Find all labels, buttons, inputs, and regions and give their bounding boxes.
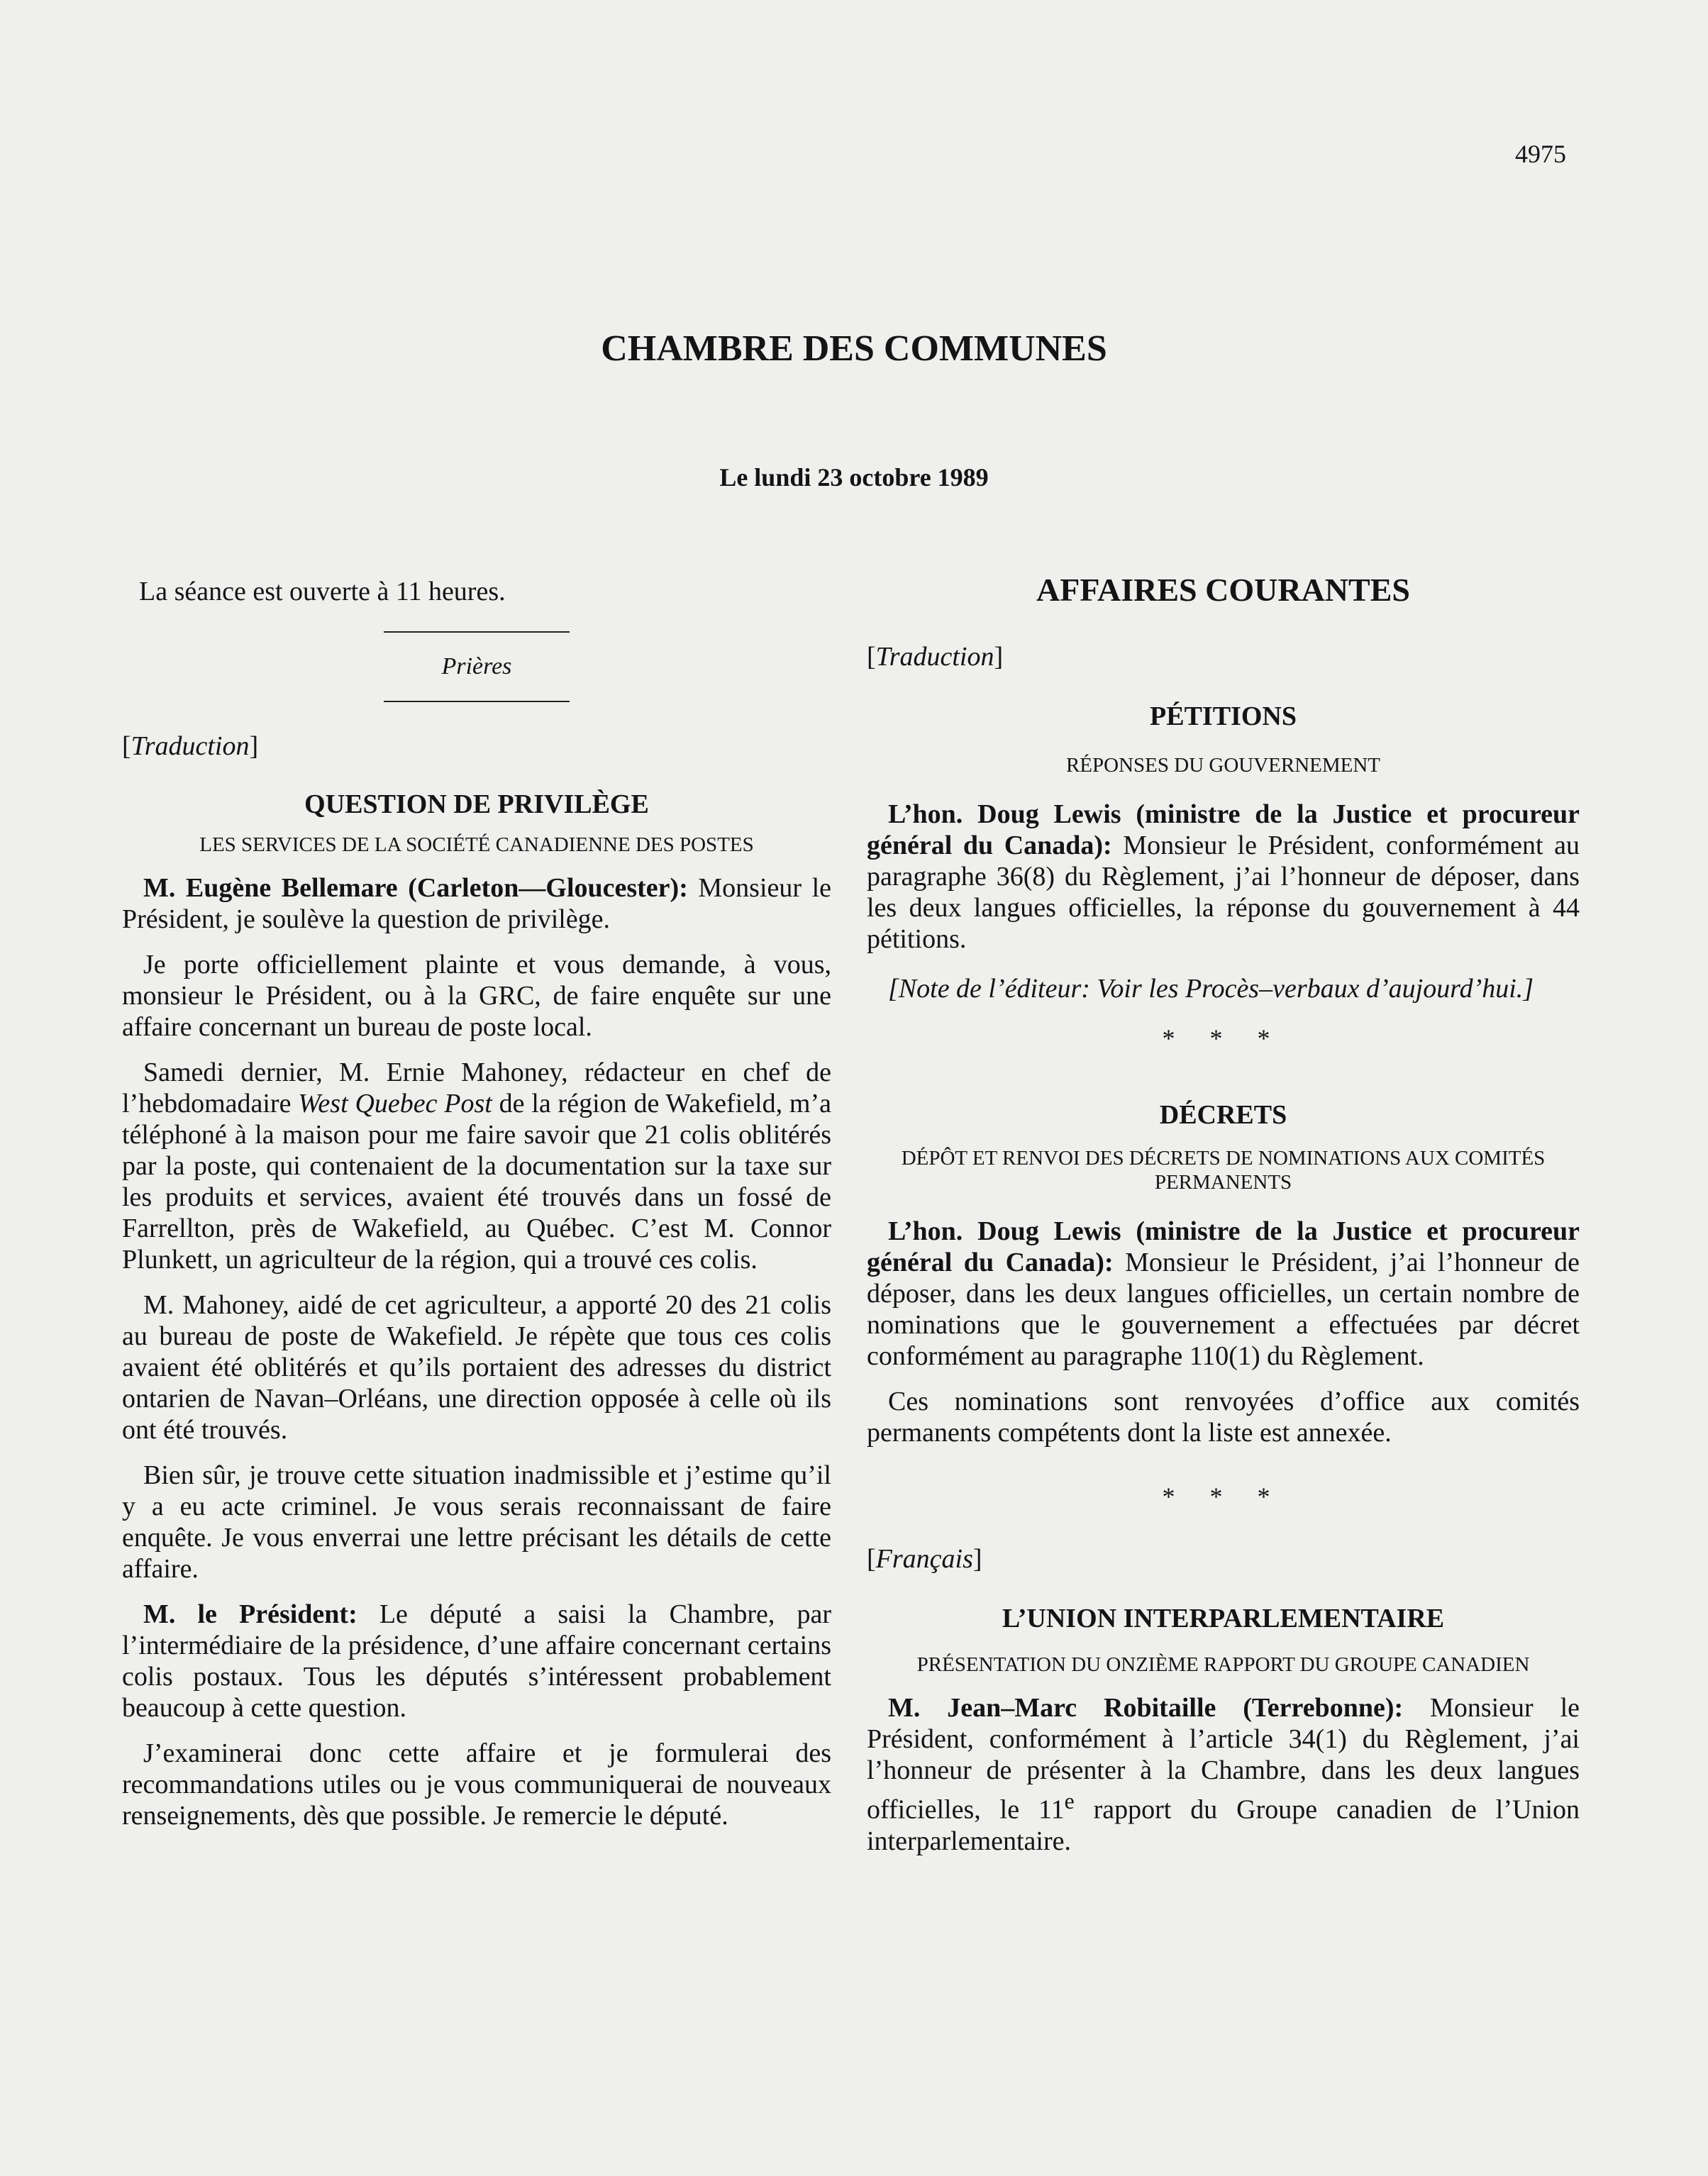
paragraph — [867, 1216, 1580, 1372]
paragraph — [122, 872, 831, 935]
speaker-name: M. Jean–Marc Robitaille (Terrebonne): — [888, 1693, 1404, 1723]
section-subheading: RÉPONSES DU GOUVERNEMENT — [1065, 754, 1381, 777]
speech-text: de la région de Wakefield, m’a téléphoné à la maison pour me faire savoir que 21 colis oblitérés par la poste, qui contenaient de la documentation sur la taxe sur les produits et services, avaient été trouvés dans un fossé de Farrellton, près de Wakefield, au Québec. C’est M. Connor Plunkett, un agriculteur de la région, qui a trouvé ces colis. — [122, 1089, 831, 1275]
page-number: 4975 — [1515, 140, 1566, 168]
translation-tag: [Traduction] — [867, 642, 1004, 672]
translation-tag-text: Traduction — [875, 642, 994, 672]
speaker-name: M. le Président: — [143, 1599, 357, 1629]
speech-text: rapport du Groupe canadien de l’Union interparlementaire. — [867, 1794, 1580, 1856]
paragraph — [867, 1692, 1580, 1857]
translation-tag-text: Traduction — [131, 731, 250, 761]
section-separator: * * * — [1162, 1482, 1285, 1511]
section-subheading: LES SERVICES DE LA SOCIÉTÉ CANADIENNE DES POSTES — [199, 833, 754, 856]
editor-note: [Note de l’éditeur: Voir les Procès–verbaux d’aujourd’hui.] — [888, 974, 1534, 1004]
speech-text: Monsieur le Président, j’ai l’honneur de déposer, dans les deux langues officielles, un certain nombre de nominations que le gouvernement a effectuées par décret conformément au paragraphe 110(1) du Règlement. — [867, 1248, 1580, 1371]
speaker-name: L’hon. Doug Lewis (ministre de la Justice et procureur général du Canada): — [867, 1216, 1580, 1277]
paragraph — [122, 1057, 831, 1275]
publication-name: West Quebec Post — [298, 1089, 492, 1118]
speech-text: Monsieur le Président, conformément au paragraphe 36(8) du Règlement, j’ai l’honneur de déposer, dans les deux langues officielles, la réponse du gouvernement à 44 pétitions. — [867, 831, 1580, 954]
speech-text: Samedi dernier, M. Ernie Mahoney, rédacteur en chef de l’hebdomadaire — [122, 1058, 831, 1118]
sitting-date: Le lundi 23 octobre 1989 — [719, 463, 989, 492]
paragraph: Bien sûr, je trouve cette situation inadmissible et j’estime qu’il y a eu acte criminel. Je vous serais reconnaissant de faire enquête. Je vous enverrai une lettre précisant les détails de cette affaire. — [122, 1460, 831, 1584]
section-heading: PÉTITIONS — [1150, 701, 1297, 731]
section-heading: QUESTION DE PRIVILÈGE — [304, 789, 649, 819]
paragraph: M. Mahoney, aidé de cet agriculteur, a apporté 20 des 21 colis au bureau de poste de Wakefield. Je répète que tous ces colis avaient été oblitérés et qu’ils portaient des adresses du district ontarien de Navan–Orléans, une direction opposée à celle où ils ont été trouvés. — [122, 1290, 831, 1445]
paragraph — [867, 799, 1580, 955]
speaker-name: L’hon. Doug Lewis (ministre de la Justice et procureur général du Canada): — [867, 799, 1580, 860]
paragraph: J’examinerai donc cette affaire et je formulerai des recommandations utiles ou je vous communiquerai de nouveaux renseignements, dès que possible. Je remercie le député. — [122, 1738, 831, 1831]
opening-statement: La séance est ouverte à 11 heures. — [139, 577, 506, 606]
divider-rule — [384, 631, 570, 633]
section-heading: AFFAIRES COURANTES — [1036, 572, 1410, 608]
section-separator: * * * — [1162, 1024, 1285, 1053]
prayers-label: Prières — [441, 653, 512, 679]
section-heading: L’UNION INTERPARLEMENTAIRE — [1002, 1604, 1445, 1633]
speech-text: Monsieur le Président, conformément à l’article 34(1) du Règlement, j’ai l’honneur de présenter à la Chambre, dans les deux langues officielles, le 11 — [867, 1693, 1580, 1825]
language-tag: [Français] — [867, 1544, 982, 1574]
translation-tag: [Traduction] — [122, 731, 259, 761]
speaker-name: M. Eugène Bellemare (Carleton—Gloucester): — [143, 873, 688, 903]
speech-text: Monsieur le Président, je soulève la question de privilège. — [122, 873, 832, 934]
left-column — [122, 576, 831, 1831]
paragraph — [122, 1599, 831, 1723]
paragraph: Je porte officiellement plainte et vous demande, à vous, monsieur le Président, ou à la GRC, de faire enquête sur une affaire concernant un bureau de poste local. — [122, 950, 831, 1042]
language-tag-text: Français — [875, 1544, 973, 1574]
right-column — [867, 572, 1580, 1857]
section-subheading: DÉPÔT ET RENVOI DES DÉCRETS DE NOMINATIONS AUX COMITÉS PERMANENTS — [901, 1147, 1546, 1194]
section-subheading: PRÉSENTATION DU ONZIÈME RAPPORT DU GROUPE CANADIEN — [916, 1653, 1530, 1676]
speech-text: Le député a saisi la Chambre, par l’intermédiaire de la présidence, d’une affaire concernant certains colis postaux. Tous les députés s’intéressent probablement beaucoup à cette question. — [122, 1599, 831, 1723]
paragraph: Ces nominations sont renvoyées d’office aux comités permanents compétents dont la liste est annexée. — [867, 1387, 1580, 1448]
section-heading: DÉCRETS — [1159, 1100, 1287, 1130]
superscript: e — [1064, 1789, 1075, 1814]
page-title: CHAMBRE DES COMMUNES — [601, 328, 1107, 369]
divider-rule — [384, 701, 570, 702]
